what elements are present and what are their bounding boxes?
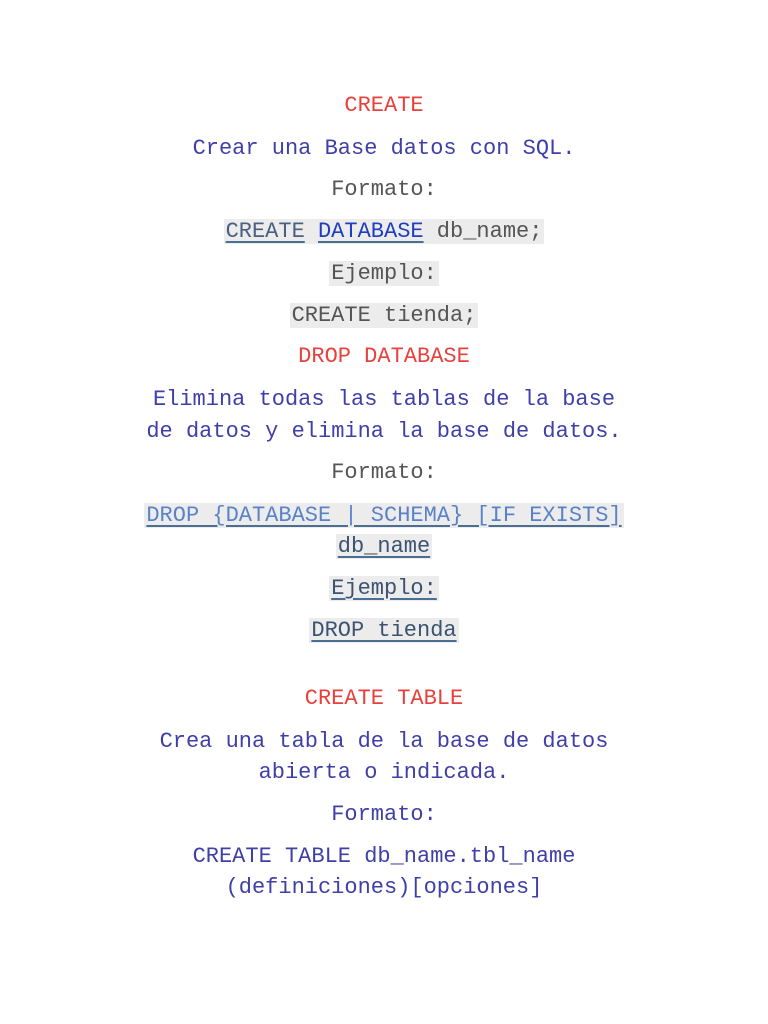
drop-description-line2: de datos y elimina la base de datos.	[146, 419, 622, 444]
create-example-code	[0, 300, 768, 331]
drop-syntax-line1	[0, 500, 768, 531]
create-keyword-link[interactable]: CREATE	[225, 219, 305, 244]
drop-example-code-link[interactable]: DROP tienda	[311, 618, 457, 643]
drop-syntax-line2	[0, 531, 768, 562]
create-example-label	[0, 258, 768, 289]
create-syntax-highlight	[224, 219, 545, 244]
create-format-label: Formato:	[331, 177, 437, 202]
table-format-label: Formato:	[331, 802, 437, 827]
drop-example-label-link[interactable]: Ejemplo:	[331, 576, 437, 601]
drop-description-line1: Elimina todas las tablas de la base	[152, 387, 616, 412]
create-description: Crear una Base datos con SQL.	[192, 136, 576, 161]
heading-drop-database: DROP DATABASE	[298, 344, 470, 369]
create-syntax-rest: db_name;	[423, 219, 543, 244]
drop-syntax-link-line1[interactable]: DROP {DATABASE | SCHEMA} [IF EXISTS]	[146, 503, 622, 528]
drop-example-code	[0, 615, 768, 646]
drop-example-label	[0, 573, 768, 604]
drop-format-label: Formato:	[331, 460, 437, 485]
create-example-label-text: Ejemplo:	[331, 261, 437, 286]
table-description-line2: abierta o indicada.	[258, 760, 510, 785]
table-description-line1: Crea una tabla de la base de datos	[159, 729, 609, 754]
drop-syntax-link-line2[interactable]: db_name	[337, 534, 431, 559]
database-keyword-link[interactable]: DATABASE	[317, 219, 424, 244]
table-syntax-line2: (definiciones)[opciones]	[225, 875, 543, 900]
heading-create: CREATE	[344, 93, 424, 118]
heading-create-table: CREATE TABLE	[304, 686, 464, 711]
create-syntax	[0, 216, 768, 247]
table-syntax-line1: CREATE TABLE db_name.tbl_name	[192, 844, 576, 869]
create-example-code-text: CREATE tienda;	[291, 303, 477, 328]
